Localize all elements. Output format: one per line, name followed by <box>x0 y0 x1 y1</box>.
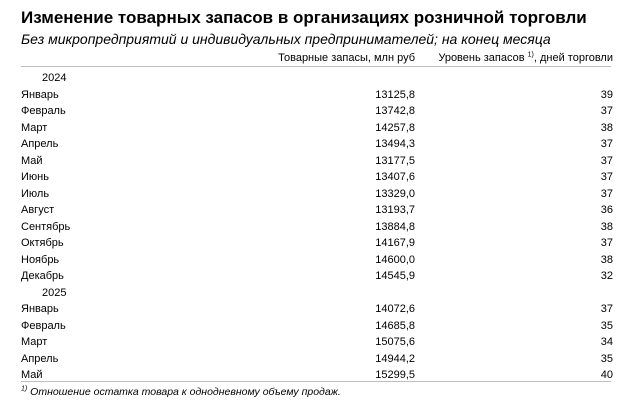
days-value: 40 <box>600 369 613 381</box>
table-row <box>0 87 641 104</box>
month-label: Апрель <box>21 138 59 150</box>
table-row <box>0 235 641 252</box>
table-row <box>0 268 641 285</box>
month-label: Май <box>21 369 43 381</box>
year-row <box>0 70 641 87</box>
days-value: 37 <box>600 105 613 117</box>
days-value: 35 <box>600 319 613 332</box>
table-row <box>0 202 641 219</box>
table-row <box>0 186 641 203</box>
stock-value: 13742,8 <box>375 105 415 117</box>
table-row <box>0 136 641 153</box>
month-label: Сентябрь <box>21 220 71 233</box>
table-row <box>0 219 641 236</box>
table-row <box>0 120 641 137</box>
days-value: 37 <box>600 303 613 315</box>
days-value: 39 <box>600 88 613 101</box>
table-header <box>0 48 641 65</box>
stock-value: 14167,9 <box>375 237 415 249</box>
stock-value: 14685,8 <box>375 319 415 332</box>
header-stock: Товарные запасы, млн руб <box>278 52 415 64</box>
days-value: 36 <box>600 204 613 216</box>
stock-value: 14545,9 <box>375 270 415 282</box>
header-footnote-mark: 1) <box>527 51 534 59</box>
bottom-rule <box>21 381 611 382</box>
days-value: 37 <box>600 187 613 200</box>
table-row <box>0 301 641 318</box>
year-label: 2025 <box>42 286 67 299</box>
page-subtitle: Без микропредприятий и индивидуальных предпринимателей; на конец месяца <box>21 31 551 47</box>
month-label: Март <box>21 121 48 134</box>
days-value: 35 <box>600 352 613 365</box>
month-label: Октябрь <box>21 237 64 249</box>
days-value: 37 <box>600 154 613 167</box>
stock-value: 14944,2 <box>375 352 415 365</box>
page-title: Изменение товарных запасов в организациях розничной торговли <box>21 8 587 27</box>
month-label: Декабрь <box>21 270 64 282</box>
stock-value: 14072,6 <box>375 303 415 315</box>
header-level <box>438 50 613 67</box>
stock-value: 14600,0 <box>375 253 415 266</box>
month-label: Май <box>21 154 43 167</box>
stock-value: 15299,5 <box>375 369 415 381</box>
days-value: 34 <box>600 336 613 348</box>
year-label: 2024 <box>42 72 67 84</box>
month-label: Январь <box>21 303 59 315</box>
days-value: 38 <box>600 253 613 266</box>
days-value: 32 <box>600 270 613 282</box>
days-value: 37 <box>600 138 613 150</box>
footnote <box>21 385 341 399</box>
stock-value: 13494,3 <box>375 138 415 150</box>
month-label: Февраль <box>21 105 66 117</box>
month-label: Март <box>21 336 48 348</box>
days-value: 37 <box>600 171 613 183</box>
inventory-table <box>0 48 641 381</box>
footnote-mark: 1) <box>21 385 28 393</box>
header-level-label: Уровень запасов <box>438 52 525 64</box>
header-level-suffix: , дней торговли <box>533 52 613 64</box>
table-row <box>0 169 641 186</box>
table-row <box>0 153 641 170</box>
days-value: 37 <box>600 237 613 249</box>
table-row <box>0 334 641 351</box>
table-row <box>0 318 641 335</box>
table-row <box>0 351 641 368</box>
stock-value: 13884,8 <box>375 220 415 233</box>
stock-value: 13329,0 <box>375 187 415 200</box>
stock-value: 14257,8 <box>375 121 415 134</box>
table-row <box>0 252 641 269</box>
table-body <box>0 70 641 384</box>
month-label: Июль <box>21 187 50 200</box>
stock-value: 15075,6 <box>375 336 415 348</box>
month-label: Июнь <box>21 171 49 183</box>
month-label: Ноябрь <box>21 253 60 266</box>
month-label: Апрель <box>21 352 59 365</box>
stock-value: 13177,5 <box>375 154 415 167</box>
month-label: Февраль <box>21 319 66 332</box>
year-row <box>0 285 641 302</box>
table-row <box>0 103 641 120</box>
footnote-text: Отношение остатка товара к однодневному объему продаж. <box>27 386 341 398</box>
header-rule <box>21 66 611 67</box>
month-label: Август <box>21 204 55 216</box>
stock-value: 13125,8 <box>375 88 415 101</box>
stock-value: 13193,7 <box>375 204 415 216</box>
days-value: 38 <box>600 121 613 134</box>
stock-value: 13407,6 <box>375 171 415 183</box>
days-value: 38 <box>600 220 613 233</box>
month-label: Январь <box>21 88 59 101</box>
